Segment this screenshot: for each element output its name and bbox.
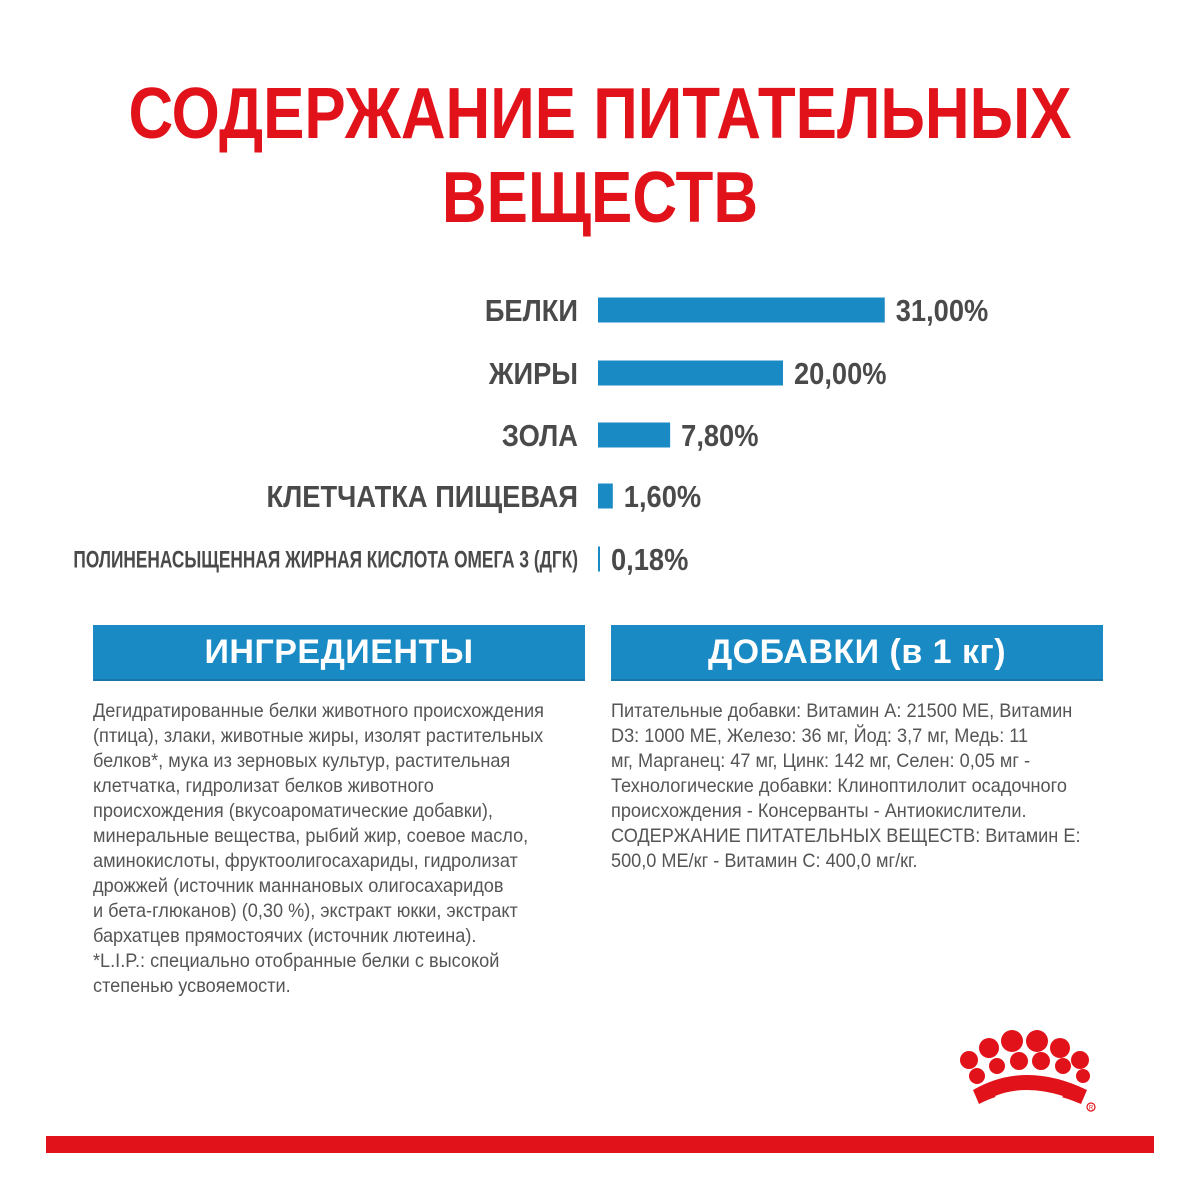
- royal-canin-crown-icon: [955, 1030, 1105, 1120]
- ingredients-line: происхождения (вкусоароматические добавки),: [93, 800, 493, 822]
- ingredients-line: *L.I.P.: специально отобранные белки с высокой: [93, 950, 500, 972]
- additives-line: происхождения - Консерванты - Антиокислители.: [611, 800, 1027, 822]
- additives-panel: [611, 625, 1103, 874]
- category-label: ПОЛИНЕНАСЫЩЕННАЯ ЖИРНАЯ КИСЛОТА ОМЕГА 3 (ДГК): [73, 546, 578, 574]
- ingredients-line: (птица), злаки, животные жиры, изолят растительных: [93, 725, 544, 747]
- category-label: КЛЕТЧАТКА ПИЩЕВАЯ: [266, 480, 578, 515]
- ingredients-line: и бета-глюканов) (0,30 %), экстракт юкки, экстракт: [93, 900, 518, 922]
- bar: [598, 547, 600, 572]
- ingredients-line: клетчатка, гидролизат белков животного: [93, 775, 434, 797]
- nutrient-bar-chart: [0, 280, 1200, 600]
- bar: [598, 361, 783, 386]
- bar: [598, 423, 670, 448]
- ingredients-line: белков*, мука из зерновых культур, растительная: [93, 750, 511, 772]
- additives-line: 500,0 МЕ/кг - Витамин С: 400,0 мг/кг.: [611, 850, 918, 872]
- bar: [598, 484, 613, 509]
- value-label: 7,80%: [681, 419, 759, 454]
- ingredients-line: дрожжей (источник маннановых олигосахаридов: [93, 875, 504, 897]
- category-label: ЖИРЫ: [488, 357, 578, 392]
- category-label: БЕЛКИ: [484, 294, 578, 329]
- ingredients-line: Дегидратированные белки животного происхождения: [93, 700, 544, 722]
- additives-line: СОДЕРЖАНИЕ ПИТАТЕЛЬНЫХ ВЕЩЕСТВ: Витамин Е:: [611, 825, 1081, 847]
- ingredients-text: [93, 699, 586, 999]
- ingredients-line: аминокислоты, фруктоолигосахариды, гидролизат: [93, 850, 518, 872]
- category-label: ЗОЛА: [501, 419, 578, 454]
- value-label: 20,00%: [794, 357, 887, 392]
- additives-line: Питательные добавки: Витамин А: 21500 МЕ, Витамин: [611, 700, 1073, 722]
- ingredients-header: ИНГРЕДИЕНТЫ: [93, 625, 585, 681]
- ingredients-line: степенью усвояемости.: [93, 975, 291, 997]
- value-label: 31,00%: [895, 294, 989, 329]
- additives-text: [611, 699, 1104, 874]
- value-label: 0,18%: [611, 543, 689, 578]
- ingredients-line: минеральные вещества, рыбий жир, соевое масло,: [93, 825, 529, 847]
- additives-line: мг, Марганец: 47 мг, Цинк: 142 мг, Селен: 0,05 мг -: [611, 750, 1031, 772]
- page-title-line-2: ВЕЩЕСТВ: [441, 158, 759, 238]
- value-label: 1,60%: [623, 480, 702, 515]
- bottom-red-bar: [46, 1136, 1154, 1153]
- page-title-line-1: СОДЕРЖАНИЕ ПИТАТЕЛЬНЫХ: [128, 74, 1072, 154]
- additives-line: Технологические добавки: Клиноптилолит осадочного: [611, 775, 1067, 797]
- page-title: [84, 72, 1116, 240]
- svg-text:R: R: [1088, 1105, 1094, 1112]
- ingredients-line: бархатцев прямостоячих (источник лютеина).: [93, 925, 477, 947]
- bar: [598, 298, 885, 323]
- additives-header: ДОБАВКИ (в 1 кг): [611, 625, 1103, 681]
- ingredients-panel: [93, 625, 585, 999]
- additives-line: D3: 1000 МЕ, Железо: 36 мг, Йод: 3,7 мг, Медь: 11: [611, 725, 1029, 747]
